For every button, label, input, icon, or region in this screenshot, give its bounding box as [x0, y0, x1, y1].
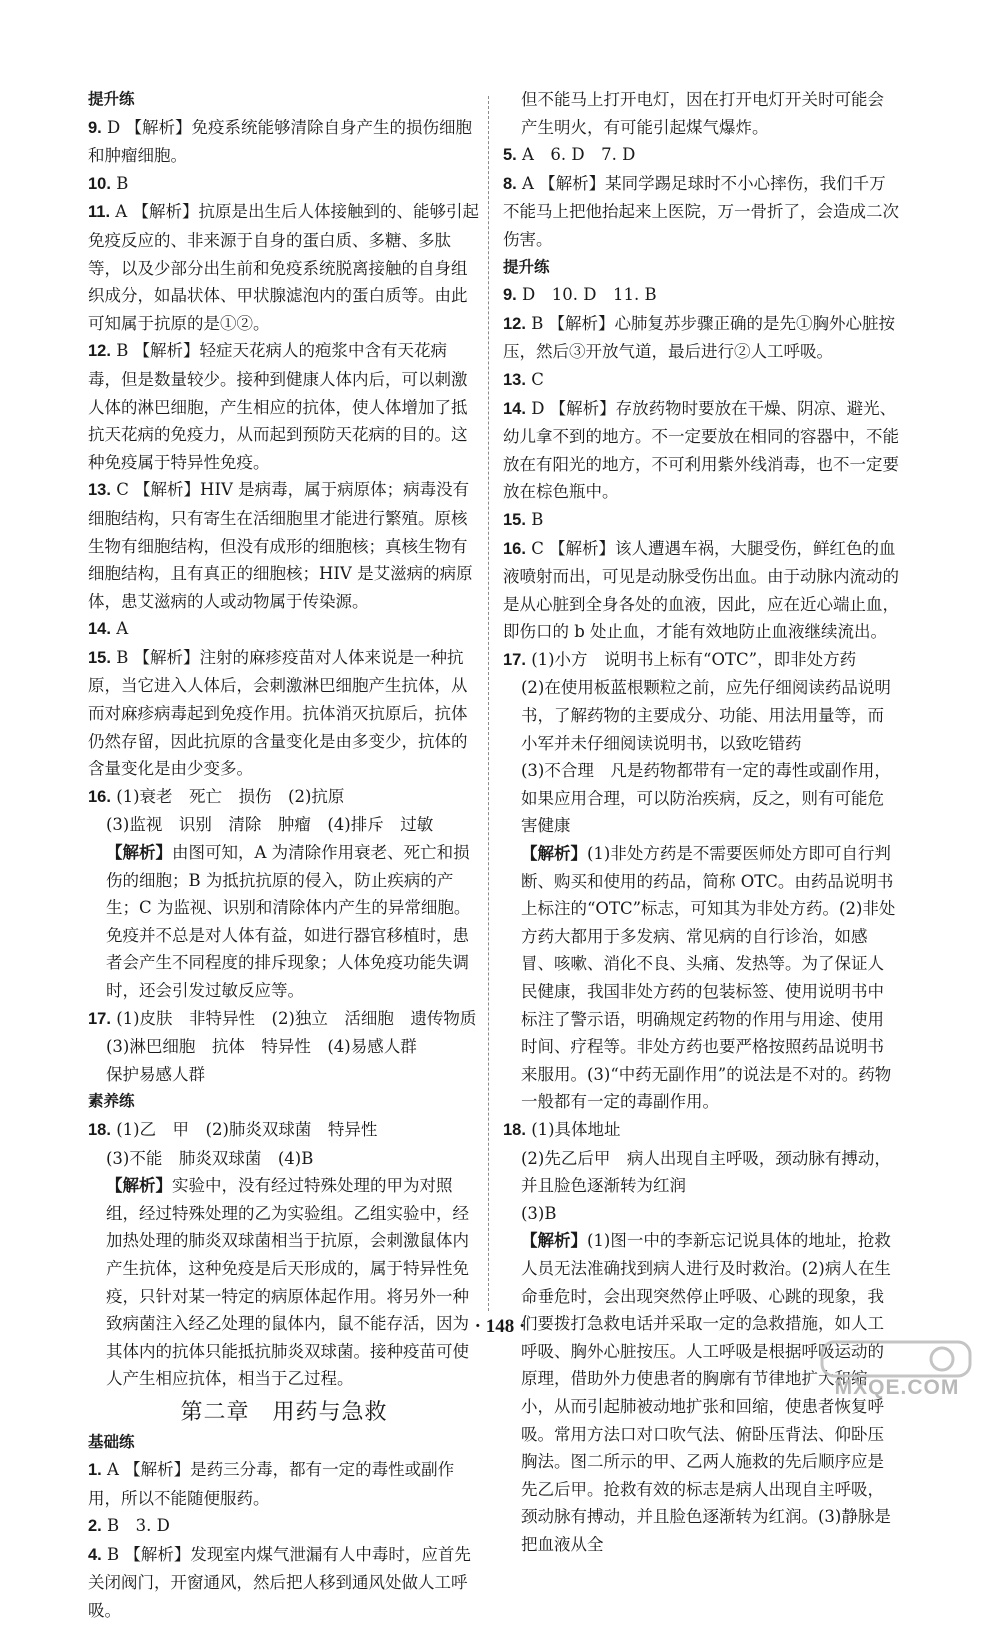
answer-item — [503, 535, 899, 646]
answer-text: B — [531, 509, 544, 529]
question-number: 2. — [88, 1517, 102, 1536]
answer-item — [503, 506, 899, 535]
question-number: 18. — [503, 1120, 526, 1139]
answer-item — [503, 141, 899, 170]
question-number: 9. — [503, 286, 517, 305]
answer-text: C 【解析】该人遭遇车祸，大腿受伤，鲜红色的血液喷射而出，可见是动脉受伤出血。由于动脉内流动的是从心脏到全身各处的血液，因此，应在近心端止血，即伤口的 b 处止血，才能有效地防止血液继续流出。 — [503, 538, 899, 642]
answer-item — [503, 366, 899, 395]
answer-text: C — [531, 369, 544, 389]
question-number: 18. — [88, 1120, 111, 1139]
answer-text: B 3. D — [107, 1516, 170, 1536]
question-number: 15. — [88, 648, 111, 667]
answer-item — [88, 476, 480, 615]
answer-text: (1)小方 说明书上标有“OTC”，即非处方药 — [531, 649, 857, 669]
question-number: 16. — [503, 539, 526, 558]
analysis-text: (1)非处方药是不需要医师处方即可自行判断、购买和使用的药品，简称 OTC。由药品说明书上标注的“OTC”标志，可知其为非处方药。(2)非处方药大都用于多发病、常见病的自行诊治，如感冒、咳嗽、消化不良、头痛、发热等。为了保证人民健康，我国非处方药的包装标签、使用说明书中标注了警示语，明确规定药物的作用与用途、使用时间、疗程等。非处方药也要严格按照药品说明书来服用。(3)“中药无副作用”的说法是不对的。药物一般都有一定的毒副作用。 — [521, 844, 896, 1112]
section-heading: 提升练 — [88, 90, 135, 108]
answer-item — [88, 170, 480, 199]
question-number: 17. — [503, 650, 526, 669]
question-number: 12. — [88, 342, 111, 361]
answer-continuation: (3)不能 肺炎双球菌 (4)B — [106, 1148, 314, 1168]
answer-text: (1)衰老 死亡 损伤 (2)抗原 — [116, 786, 345, 806]
section-heading: 基础练 — [88, 1432, 135, 1451]
left-column — [88, 86, 480, 1625]
answer-continuation: (3)监视 识别 清除 肿瘤 (4)排斥 过敏 — [106, 815, 434, 835]
answer-text: B 【解析】轻症天花病人的疱浆中含有天花病毒，但是数量较少。接种到健康人体内后，可以刺激人体的淋巴细胞，产生相应的抗体，使人体增加了抵抗天花病的免疫力，从而起到预防天花病的目的。这种免疫属于特异性免疫。 — [88, 341, 468, 472]
section-heading: 素养练 — [88, 1092, 135, 1111]
question-number: 13. — [88, 481, 111, 500]
question-number: 14. — [503, 399, 526, 418]
answer-item — [88, 198, 480, 337]
question-number: 12. — [503, 314, 526, 333]
answer-text: C 【解析】HIV 是病毒，属于病原体；病毒没有细胞结构，只有寄生在活细胞里才能进行繁殖。原核生物有细胞结构，但没有成形的细胞核；真核生物有细胞结构，且有真正的细胞核；HIV 是艾滋病的病原体，患艾滋病的人或动物属于传染源。 — [88, 480, 473, 611]
answer-item — [88, 1512, 480, 1541]
chapter-title: 第二章 用药与急救 — [180, 1399, 388, 1425]
answer-continuation: (3)淋巴细胞 抗体 特异性 (4)易感人群 — [106, 1037, 417, 1057]
question-number: 1. — [88, 1461, 102, 1480]
answer-text: A — [116, 619, 129, 639]
column-divider — [488, 96, 489, 1311]
answer-text: B 【解析】心肺复苏步骤正确的是先①胸外心脏按压，然后③开放气道，最后进行②人工呼吸。 — [503, 313, 896, 362]
answer-text: A 【解析】抗原是出生后人体接触到的、能够引起免疫反应的、非来源于自身的蛋白质、多糖、多肽等，以及少部分出生前和免疫系统脱离接触的自身组织成分，如晶状体、甲状腺滤泡内的蛋白质等。由此可知属于抗原的是①②。 — [88, 202, 479, 333]
watermark-logo — [818, 1338, 976, 1400]
section-heading: 提升练 — [503, 257, 550, 276]
answer-item — [88, 1541, 480, 1625]
answer-text: D 10. D 11. B — [522, 285, 657, 305]
question-number: 8. — [503, 174, 517, 193]
answer-text: D 【解析】存放药物时要放在干燥、阴凉、避光、幼儿拿不到的地方。不一定要放在相同的容器中，不能放在有阳光的地方，不可利用紫外线消毒，也不一定要放在棕色瓶中。 — [503, 398, 899, 502]
answer-continuation: (3)B — [521, 1203, 557, 1223]
answer-text: B — [116, 173, 129, 193]
analysis-text: 实验中，没有经过特殊处理的甲为对照组，经过特殊处理的乙为实验组。乙组实验中，经加热处理的肺炎双球菌相当于抗原，会刺激鼠体内产生抗体，这种免疫是后天形成的，属于特异性免疫，只针对某一特定的病原体起作用。将另外一种致病菌注入经乙处理的鼠体内，鼠不能存活，因为其体内的抗体只能抵抗肺炎双球菌。接种疫苗可使人产生相应抗体，相当于乙过程。 — [106, 1176, 469, 1389]
analysis-text: 由图可知，A 为清除作用衰老、死亡和损伤的细胞；B 为抵抗抗原的侵入，防止疾病的产生；C 为监视、识别和清除体内产生的异常细胞。免疫并不总是对人体有益，如进行器官移植时，患者会产生不同程度的排斥现象；人体免疫功能失调时，还会引发过敏反应等。 — [106, 843, 471, 1000]
question-number: 16. — [88, 787, 111, 806]
analysis-tag: 【解析】 — [521, 1231, 587, 1251]
question-number: 13. — [503, 370, 526, 389]
analysis-block — [88, 1172, 480, 1393]
answer-item — [503, 310, 899, 366]
answer-text: (1)乙 甲 (2)肺炎双球菌 特异性 — [116, 1119, 378, 1139]
question-number: 11. — [88, 203, 111, 222]
answer-item — [88, 1116, 480, 1145]
answer-text: A 【解析】某同学踢足球时不小心摔伤，我们千万不能马上把他抬起来上医院，万一骨折了，会造成二次伤害。 — [503, 173, 899, 249]
question-number: 9. — [88, 118, 102, 137]
analysis-tag: 【解析】 — [106, 843, 172, 863]
watermark-text: MXQE.COM — [834, 1376, 960, 1399]
watermark-badge-icon — [818, 1338, 976, 1378]
answer-item — [503, 281, 899, 310]
answer-item — [503, 395, 899, 506]
question-number: 17. — [88, 1009, 111, 1028]
answer-continuation: 保护易感人群 — [106, 1064, 205, 1084]
answer-text: A 6. D 7. D — [522, 145, 636, 165]
answer-item — [88, 337, 480, 476]
answer-item — [88, 1005, 480, 1034]
question-number: 4. — [88, 1545, 102, 1564]
answer-text: A 【解析】是药三分毒，都有一定的毒性或副作用，所以不能随便服药。 — [88, 1460, 455, 1508]
analysis-text: (1)图一中的李新忘记说具体的地址，抢救人员无法准确找到病人进行及时救治。(2)病人在生命垂危时，会出现突然停止呼吸、心跳的现象，我们要拨打急救电话并采取一定的急救措施，如人工呼吸、胸外心脏按压。人工呼吸是根据呼吸运动的原理，借助外力使患者的胸廓有节律地扩大和缩小，从而引起肺被动地扩张和回缩，使患者恢复呼吸。常用方法口对口吹气法、俯卧压背法、仰卧压胸法。图二所示的甲、乙两人施救的先后顺序应是先乙后甲。抢救有效的标志是病人出现自主呼吸，颈动脉有搏动，并且脸色逐渐转为红润。(3)静脉是把血液从全 — [521, 1231, 891, 1554]
answer-item — [88, 114, 480, 170]
question-number: 15. — [503, 510, 526, 529]
answer-text: D 【解析】免疫系统能够清除自身产生的损伤细胞和肿瘤细胞。 — [88, 117, 472, 166]
question-number: 5. — [503, 146, 517, 165]
analysis-block — [88, 839, 480, 1005]
answer-continuation: (2)先乙后甲 病人出现自主呼吸，颈动脉有搏动，并且脸色逐渐转为红润 — [521, 1148, 891, 1196]
analysis-block — [503, 840, 899, 1116]
analysis-tag: 【解析】 — [521, 844, 587, 864]
analysis-tag: 【解析】 — [106, 1176, 172, 1196]
answer-text: B 【解析】发现室内煤气泄漏有人中毒时，应首先关闭阀门，开窗通风，然后把人移到通风处做人工呼吸。 — [88, 1544, 471, 1621]
answer-item — [503, 646, 899, 675]
answer-continuation: (3)不合理 凡是药物都带有一定的毒性或副作用，如果应用合理，可以防治疾病，反之，则有可能危害健康 — [521, 761, 891, 836]
page-number: · 148 · — [474, 1316, 526, 1337]
answer-item — [88, 783, 480, 812]
question-number: 14. — [88, 620, 111, 639]
answer-text: (1)具体地址 — [531, 1119, 621, 1139]
answer-item — [88, 615, 480, 644]
answer-item — [503, 170, 899, 254]
answer-item — [503, 1116, 899, 1145]
answer-text: B 【解析】注射的麻疹疫苗对人体来说是一种抗原，当它进入人体后，会刺激淋巴细胞产生抗体，从而对麻疹病毒起到免疫作用。抗体消灭抗原后，抗体仍然存留，因此抗原的含量变化是由多变少，抗体的含量变化是由少变多。 — [88, 647, 468, 779]
question-number: 10. — [88, 174, 111, 193]
answer-continuation: (2)在使用板蓝根颗粒之前，应先仔细阅读药品说明书，了解药物的主要成分、功能、用法用量等，而小军并未仔细阅读说明书，以致吃错药 — [521, 678, 891, 753]
answer-item — [88, 1456, 480, 1512]
answer-text: (1)皮肤 非特异性 (2)独立 活细胞 遗传物质 — [116, 1008, 477, 1028]
answer-continuation: 但不能马上打开电灯，因在打开电灯开关时可能会产生明火，有可能引起煤气爆炸。 — [521, 90, 884, 137]
answer-item — [88, 644, 480, 783]
